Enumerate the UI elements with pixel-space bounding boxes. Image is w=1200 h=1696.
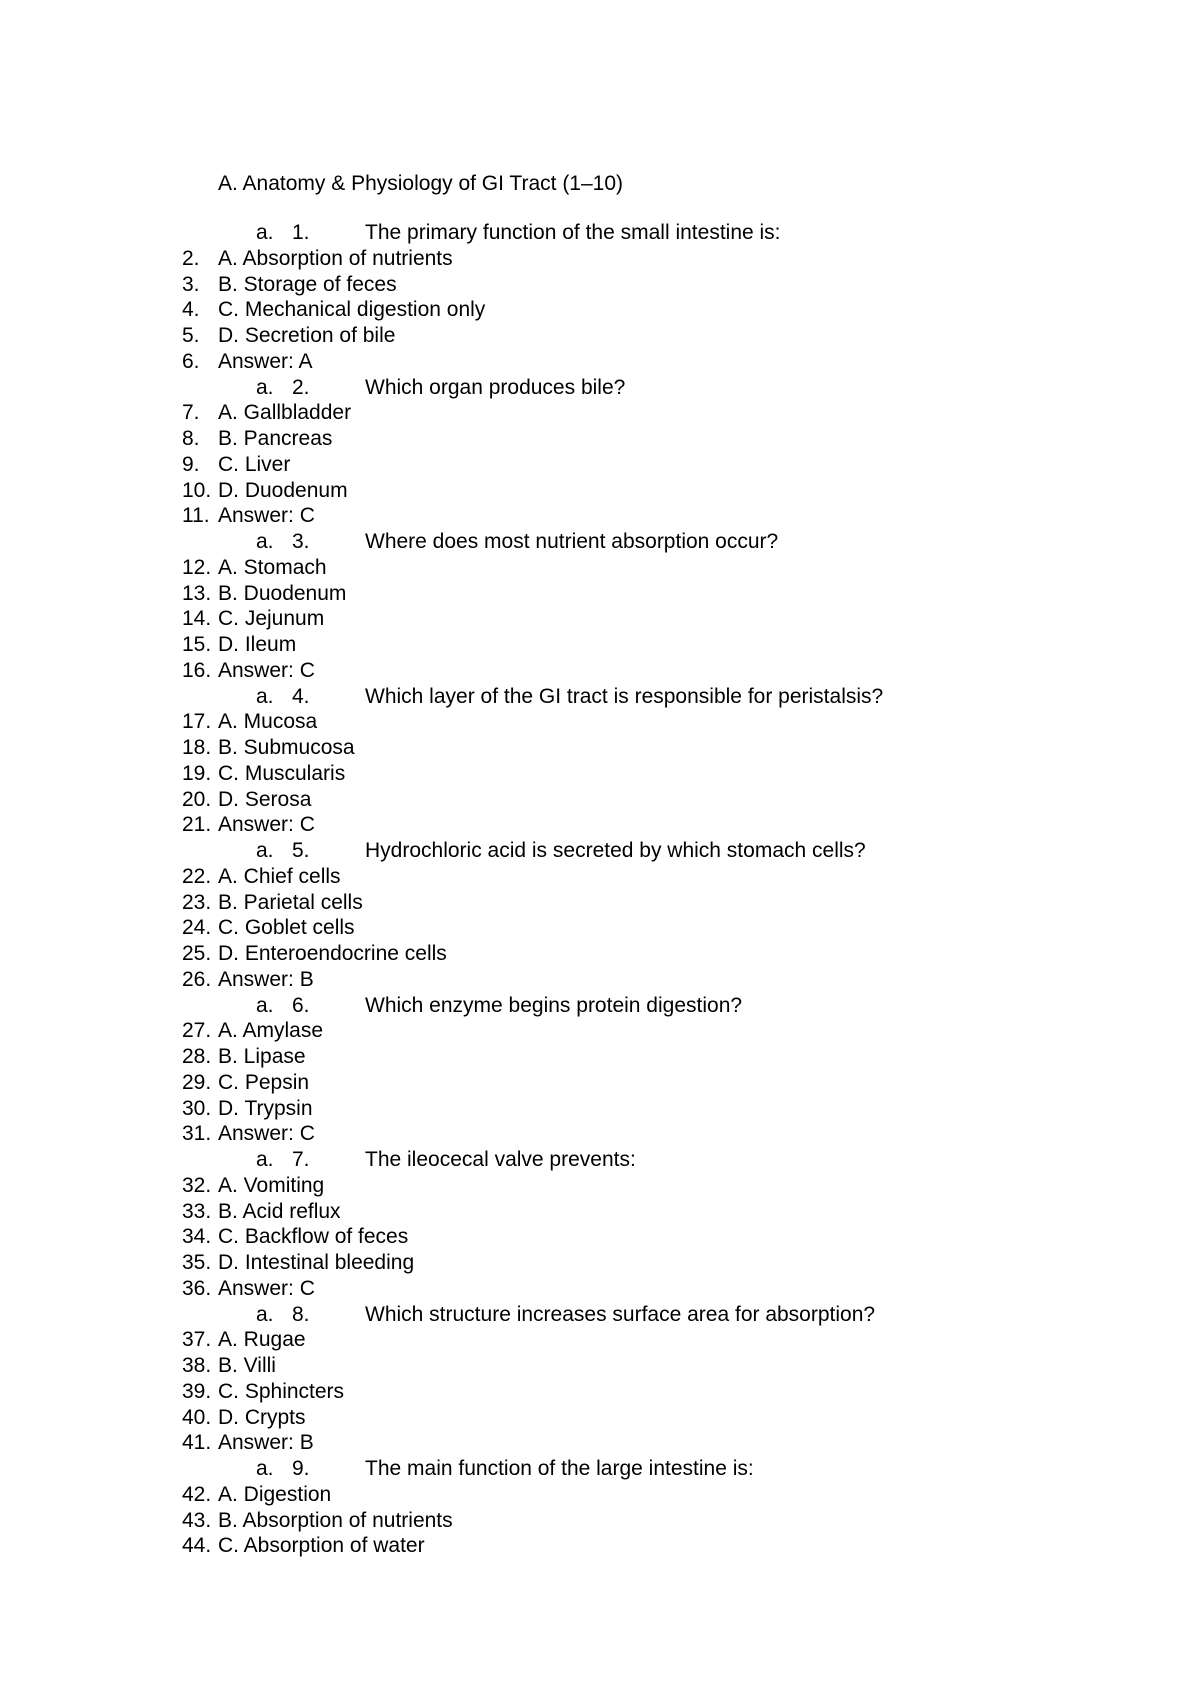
list-number: 17.	[182, 710, 212, 734]
answer-line	[0, 1276, 1200, 1302]
question-text: The primary function of the small intestine is:	[365, 221, 781, 244]
question-line	[0, 529, 1200, 555]
question-marker: a.	[256, 221, 274, 244]
list-number: 40.	[182, 1405, 212, 1429]
list-number: 7.	[182, 401, 200, 425]
list-number: 8.	[182, 427, 200, 450]
answer-line	[0, 349, 1200, 375]
option-line	[0, 297, 1200, 323]
list-number: 25.	[182, 942, 212, 965]
list-number: 5.	[182, 324, 200, 347]
option-line	[0, 1070, 1200, 1096]
option-text: B. Lipase	[218, 1045, 306, 1068]
option-text: C. Jejunum	[218, 607, 325, 631]
option-text: A. Rugae	[218, 1328, 306, 1352]
list-number: 20.	[182, 787, 212, 811]
option-text: D. Intestinal bleeding	[218, 1251, 415, 1274]
list-number: 24.	[182, 916, 212, 940]
option-line	[0, 864, 1200, 890]
option-text: A. Absorption of nutrients	[218, 246, 453, 270]
list-number: 23.	[182, 890, 212, 914]
list-number: 13.	[182, 581, 212, 605]
question-text: Which layer of the GI tract is responsible for peristalsis?	[365, 684, 884, 708]
question-text: Which enzyme begins protein digestion?	[365, 993, 743, 1017]
option-text: D. Trypsin	[218, 1096, 313, 1120]
option-text: D. Enteroendocrine cells	[218, 942, 447, 965]
question-line	[0, 993, 1200, 1019]
list-number: 38.	[182, 1354, 212, 1377]
list-number: 18.	[182, 736, 212, 759]
list-number: 42.	[182, 1482, 212, 1506]
list-number: 6.	[182, 349, 200, 373]
question-text: The main function of the large intestine is:	[365, 1457, 754, 1480]
option-text: D. Ileum	[218, 633, 297, 656]
option-text: C. Backflow of feces	[218, 1225, 409, 1249]
option-line	[0, 941, 1200, 967]
option-line	[0, 709, 1200, 735]
question-marker: a.	[256, 1302, 274, 1326]
list-number: 44.	[182, 1534, 212, 1558]
list-number: 35.	[182, 1251, 212, 1274]
question-marker: a.	[256, 375, 274, 399]
option-line	[0, 1173, 1200, 1199]
question-line	[0, 220, 1200, 246]
option-line	[0, 761, 1200, 787]
question-text: Which structure increases surface area for absorption?	[365, 1302, 876, 1326]
question-number: 1.	[292, 221, 310, 244]
list-number: 22.	[182, 864, 212, 888]
question-line	[0, 1302, 1200, 1328]
question-text: Where does most nutrient absorption occur?	[365, 530, 779, 553]
list-number: 29.	[182, 1070, 212, 1094]
list-number: 21.	[182, 813, 212, 837]
option-text: D. Secretion of bile	[218, 324, 396, 347]
question-line	[0, 1147, 1200, 1173]
option-text: A. Vomiting	[218, 1173, 325, 1197]
option-line	[0, 323, 1200, 349]
question-marker: a.	[256, 1457, 274, 1480]
question-marker: a.	[256, 993, 274, 1017]
answer-text: Answer: B	[218, 1431, 314, 1455]
question-line	[0, 1456, 1200, 1482]
option-line	[0, 246, 1200, 272]
list-number: 3.	[182, 272, 200, 296]
option-line	[0, 787, 1200, 813]
option-text: C. Pepsin	[218, 1070, 310, 1094]
option-line	[0, 1018, 1200, 1044]
list-number: 43.	[182, 1508, 212, 1532]
option-line	[0, 555, 1200, 581]
list-number: 41.	[182, 1431, 212, 1455]
question-list	[0, 220, 1200, 1559]
option-line	[0, 1405, 1200, 1431]
question-number: 9.	[292, 1457, 310, 1480]
option-line	[0, 581, 1200, 607]
list-number: 27.	[182, 1019, 212, 1043]
option-line	[0, 1199, 1200, 1225]
option-text: D. Crypts	[218, 1405, 306, 1429]
question-number: 4.	[292, 684, 310, 708]
option-line	[0, 426, 1200, 452]
list-number: 26.	[182, 967, 212, 991]
option-line	[0, 1250, 1200, 1276]
question-line	[0, 838, 1200, 864]
option-text: C. Sphincters	[218, 1379, 345, 1403]
list-number: 30.	[182, 1096, 212, 1120]
option-line	[0, 452, 1200, 478]
list-number: 14.	[182, 607, 212, 631]
option-text: A. Gallbladder	[218, 401, 352, 425]
option-text: C. Absorption of water	[218, 1534, 425, 1558]
question-marker: a.	[256, 839, 274, 862]
list-number: 36.	[182, 1276, 212, 1300]
answer-text: Answer: C	[218, 813, 315, 837]
option-line	[0, 915, 1200, 941]
answer-text: Answer: C	[218, 504, 315, 528]
option-text: A. Stomach	[218, 555, 327, 579]
option-text: B. Pancreas	[218, 427, 333, 450]
answer-line	[0, 967, 1200, 993]
question-number: 6.	[292, 993, 310, 1017]
option-line	[0, 478, 1200, 504]
answer-text: Answer: C	[218, 1276, 315, 1300]
question-line	[0, 375, 1200, 401]
list-number: 28.	[182, 1045, 212, 1068]
option-line	[0, 890, 1200, 916]
option-text: B. Acid reflux	[218, 1199, 341, 1223]
question-marker: a.	[256, 684, 274, 708]
option-text: B. Villi	[218, 1354, 276, 1377]
question-text: Hydrochloric acid is secreted by which stomach cells?	[365, 839, 866, 862]
list-number: 4.	[182, 298, 200, 322]
question-text: Which organ produces bile?	[365, 375, 626, 399]
list-number: 39.	[182, 1379, 212, 1403]
answer-line	[0, 503, 1200, 529]
option-line	[0, 1353, 1200, 1379]
question-number: 3.	[292, 530, 310, 553]
list-number: 2.	[182, 246, 200, 270]
list-number: 32.	[182, 1173, 212, 1197]
list-number: 12.	[182, 555, 212, 579]
option-line	[0, 735, 1200, 761]
option-text: A. Amylase	[218, 1019, 324, 1043]
question-number: 5.	[292, 839, 310, 862]
list-number: 11.	[182, 504, 210, 528]
option-line	[0, 400, 1200, 426]
option-line	[0, 1379, 1200, 1405]
option-line	[0, 1482, 1200, 1508]
question-number: 7.	[292, 1148, 310, 1171]
list-number: 16.	[182, 658, 212, 682]
answer-text: Answer: C	[218, 658, 315, 682]
option-text: B. Duodenum	[218, 581, 347, 605]
option-line	[0, 632, 1200, 658]
option-text: B. Submucosa	[218, 736, 355, 759]
question-text: The ileocecal valve prevents:	[365, 1148, 636, 1171]
option-text: A. Chief cells	[218, 864, 341, 888]
option-text: A. Digestion	[218, 1482, 332, 1506]
option-text: D. Duodenum	[218, 478, 348, 502]
option-text: C. Mechanical digestion only	[218, 298, 486, 322]
answer-text: Answer: A	[218, 349, 313, 373]
option-line	[0, 1224, 1200, 1250]
list-number: 37.	[182, 1328, 212, 1352]
option-line	[0, 1533, 1200, 1559]
option-line	[0, 606, 1200, 632]
list-number: 34.	[182, 1225, 212, 1249]
option-text: A. Mucosa	[218, 710, 318, 734]
list-number: 19.	[182, 761, 212, 785]
list-number: 33.	[182, 1199, 212, 1223]
option-text: D. Serosa	[218, 787, 312, 811]
option-text: B. Parietal cells	[218, 890, 363, 914]
list-number: 9.	[182, 452, 200, 476]
question-line	[0, 684, 1200, 710]
answer-text: Answer: B	[218, 967, 314, 991]
option-text: C. Goblet cells	[218, 916, 355, 940]
question-marker: a.	[256, 1148, 274, 1171]
option-text: C. Muscularis	[218, 761, 346, 785]
section-heading: A. Anatomy & Physiology of GI Tract (1–10)	[218, 172, 624, 195]
question-marker: a.	[256, 530, 274, 553]
option-line	[0, 1096, 1200, 1122]
option-text: C. Liver	[218, 452, 291, 476]
list-number: 10.	[182, 478, 212, 502]
answer-text: Answer: C	[218, 1122, 315, 1146]
option-line	[0, 1044, 1200, 1070]
option-line	[0, 1327, 1200, 1353]
answer-line	[0, 1430, 1200, 1456]
answer-line	[0, 658, 1200, 684]
list-number: 15.	[182, 633, 212, 656]
list-number: 31.	[182, 1122, 212, 1146]
option-line	[0, 1508, 1200, 1534]
question-number: 8.	[292, 1302, 310, 1326]
option-line	[0, 272, 1200, 298]
option-text: B. Absorption of nutrients	[218, 1508, 453, 1532]
answer-line	[0, 1121, 1200, 1147]
answer-line	[0, 812, 1200, 838]
question-number: 2.	[292, 375, 310, 399]
option-text: B. Storage of feces	[218, 272, 397, 296]
